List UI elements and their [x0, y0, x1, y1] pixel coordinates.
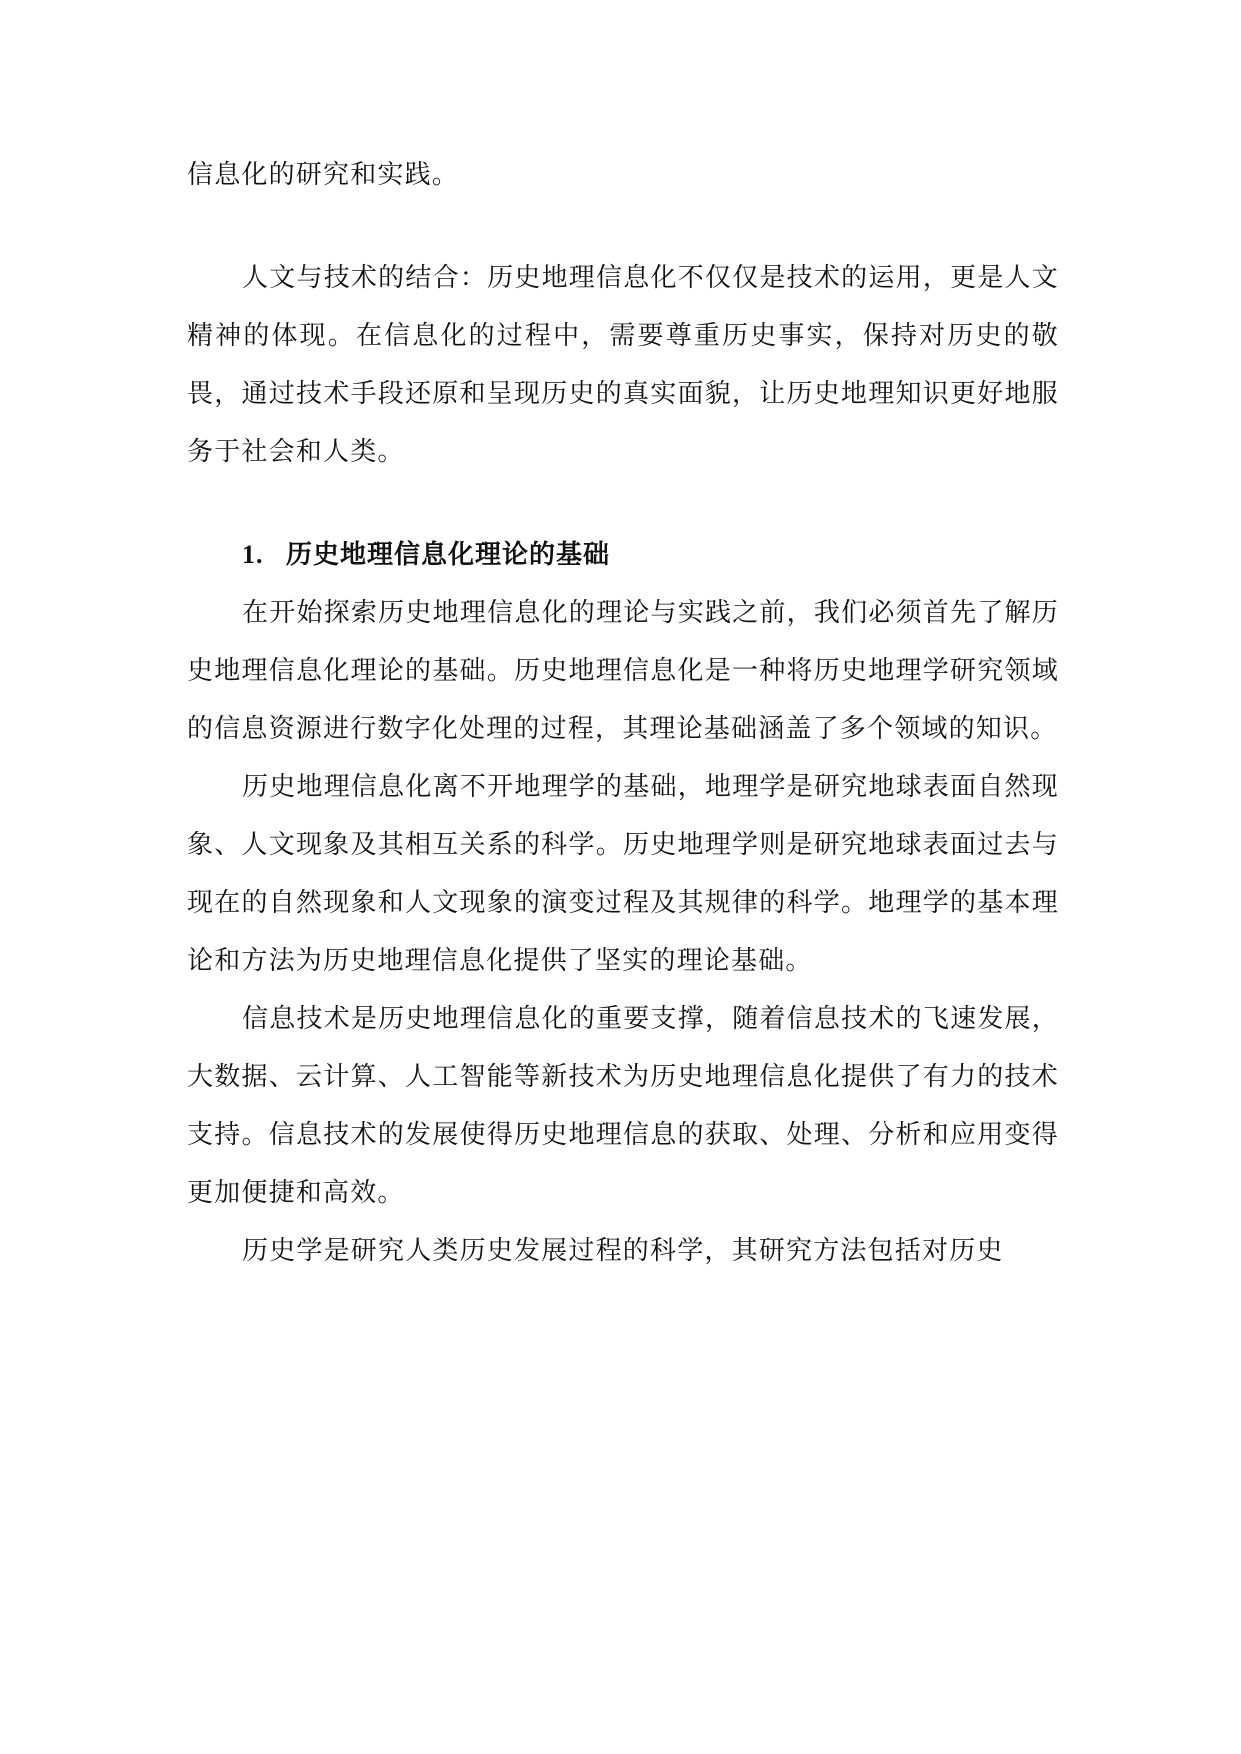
- paragraph-intro: 在开始探索历史地理信息化的理论与实践之前，我们必须首先了解历史地理信息化理论的基础。历史地理信息化是一种将历史地理学研究领域的信息资源进行数字化处理的过程，其理论基础涵盖了多个领域的知识。: [187, 598, 1059, 744]
- document-page: [187, 146, 1059, 1280]
- paragraph-humanities-technology: 人文与技术的结合：历史地理信息化不仅仅是技术的运用，更是人文精神的体现。在信息化的过程中，需要尊重历史事实，保持对历史的敬畏，通过技术手段还原和呈现历史的真实面貌，让历史地理知识更好地服务于社会和人类。: [187, 263, 1059, 467]
- paragraph-history: 历史学是研究人类历史发展过程的科学，其研究方法包括对历史: [242, 1236, 1004, 1266]
- paragraph-continuation: 信息化的研究和实践。: [187, 160, 460, 190]
- section-number: 1.: [242, 540, 264, 569]
- paragraph-geography: 历史地理信息化离不开地理学的基础，地理学是研究地球表面自然现象、人文现象及其相互关系的科学。历史地理学则是研究地球表面过去与现在的自然现象和人文现象的演变过程及其规律的科学。地理学的基本理论和方法为历史地理信息化提供了坚实的理论基础。: [187, 772, 1059, 976]
- section-heading: [187, 526, 1059, 584]
- section-title: 历史地理信息化理论的基础: [286, 540, 611, 570]
- paragraph-information-technology: 信息技术是历史地理信息化的重要支撑，随着信息技术的飞速发展，大数据、云计算、人工智能等新技术为历史地理信息化提供了有力的技术支持。信息技术的发展使得历史地理信息的获取、处理、分析和应用变得更加便捷和高效。: [187, 1004, 1059, 1208]
